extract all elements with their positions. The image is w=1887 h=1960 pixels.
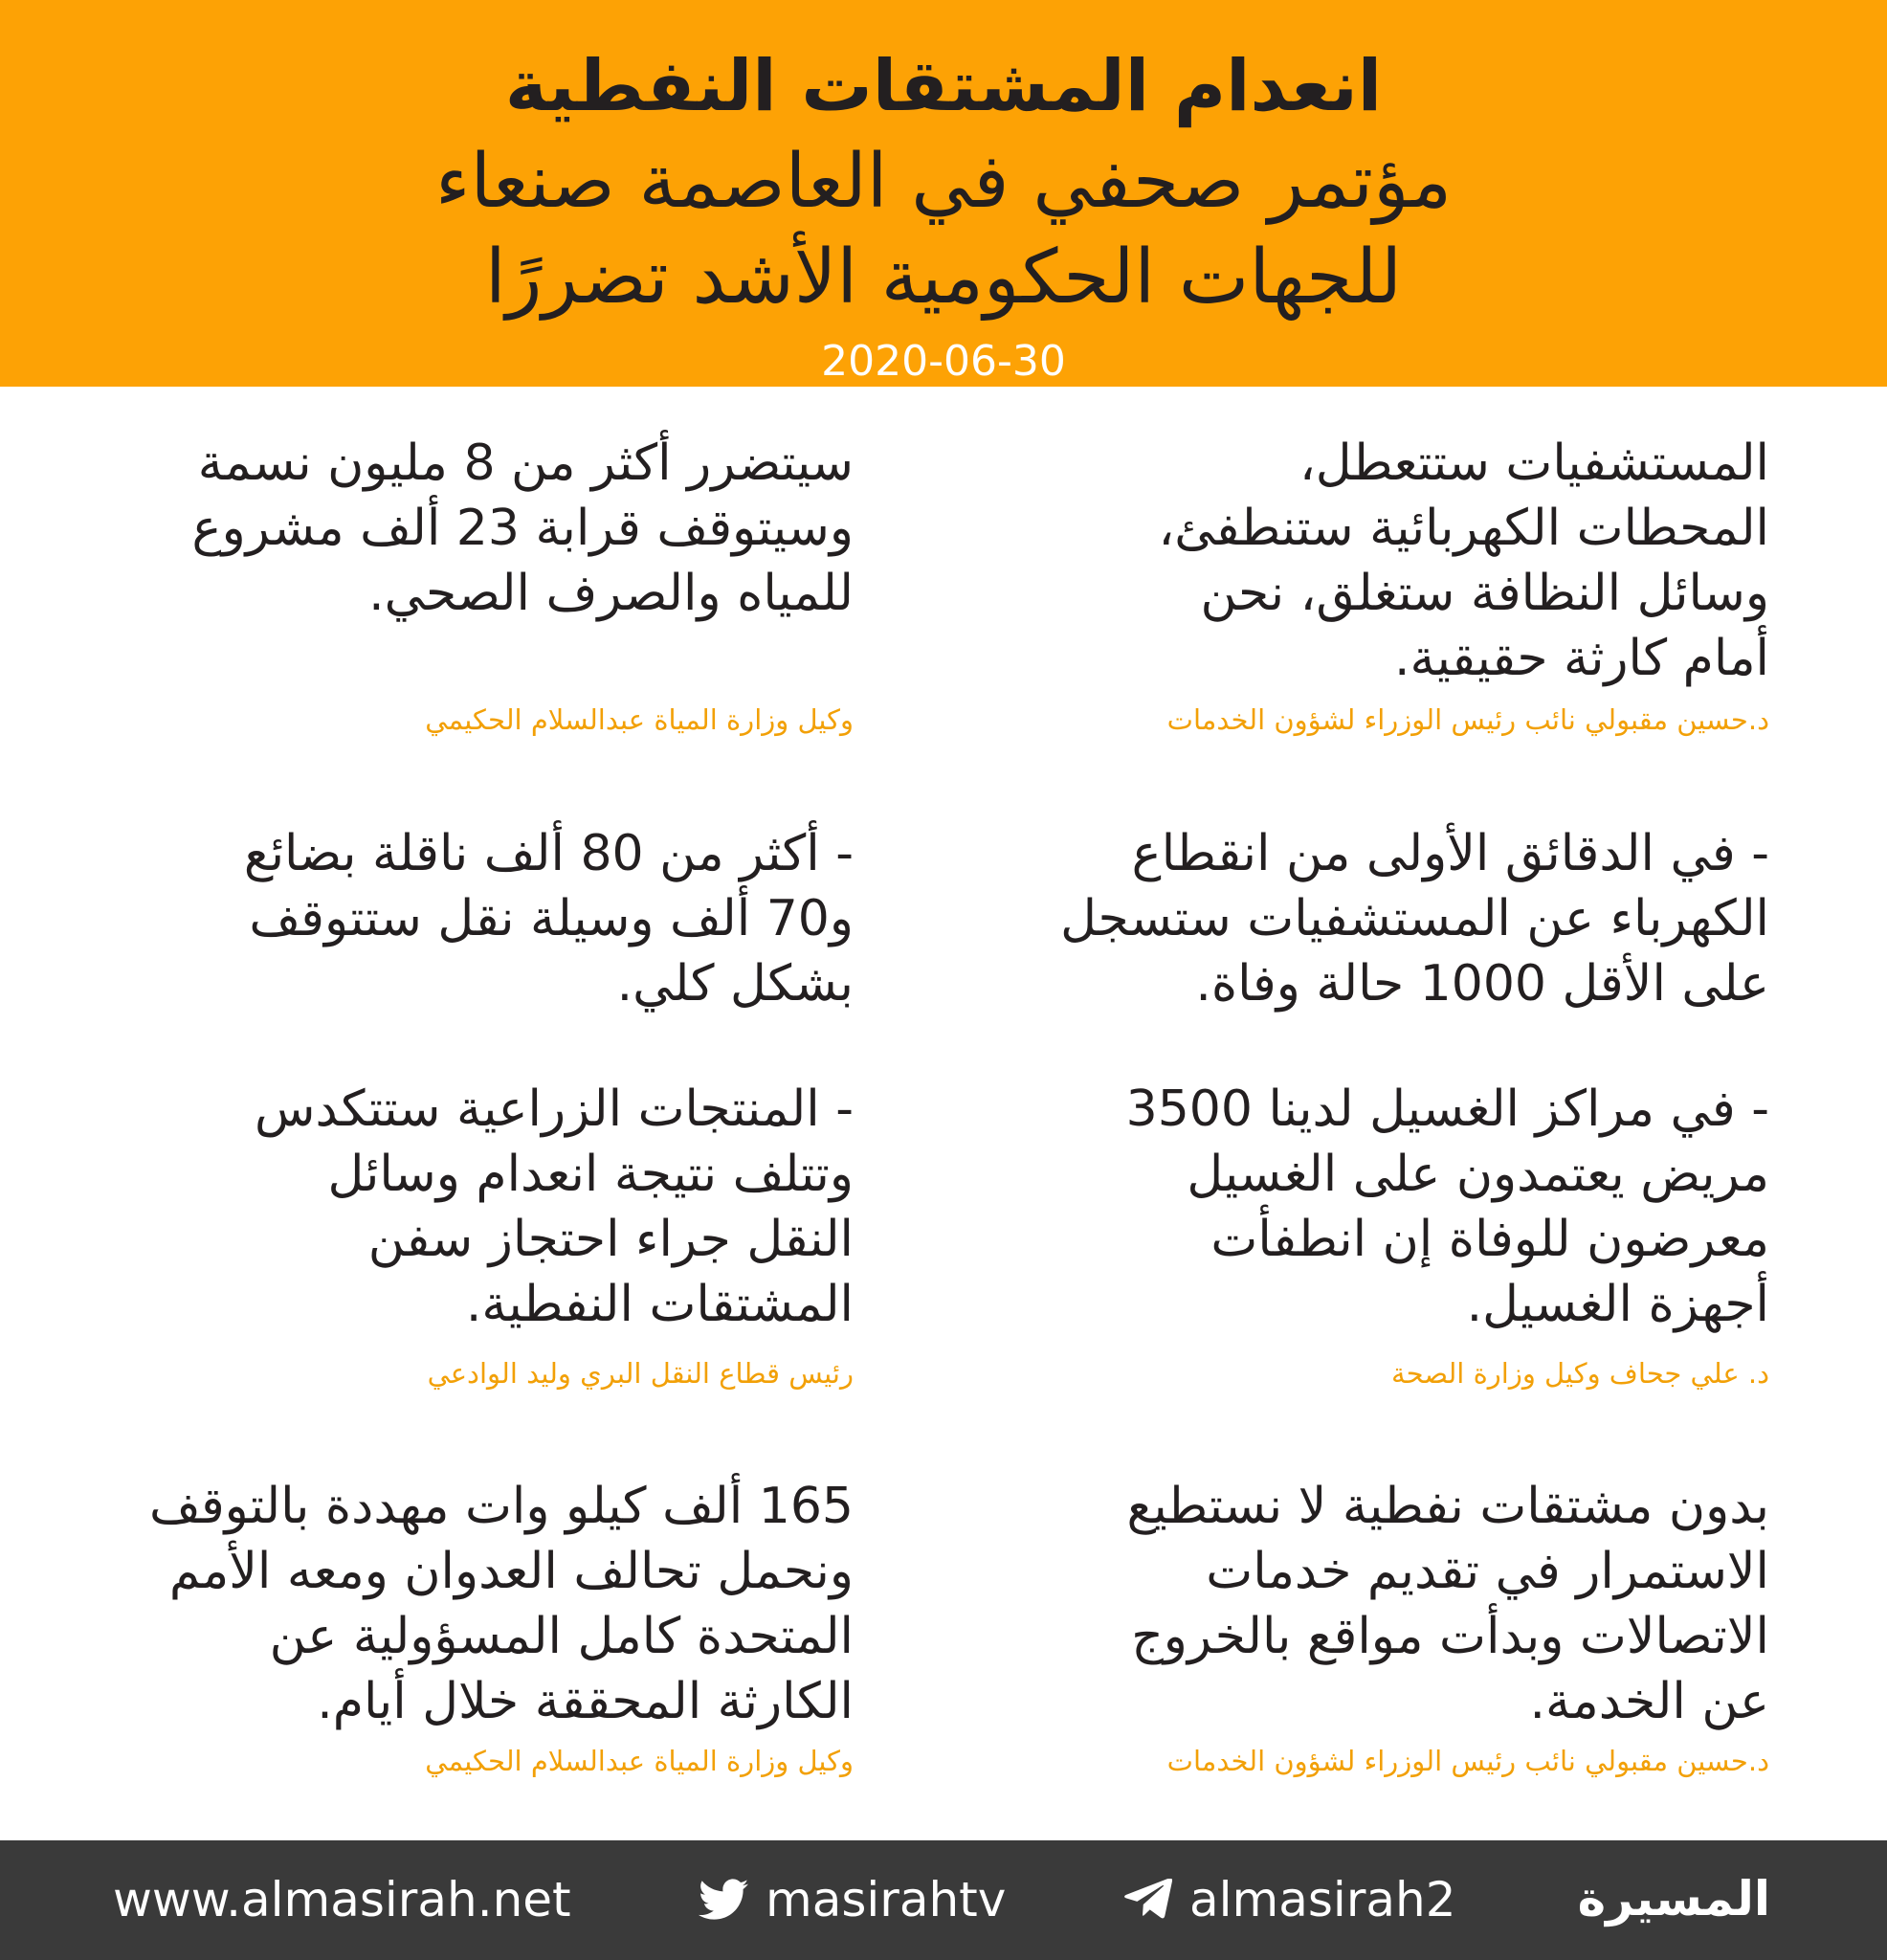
date-label: 2020-06-30 (821, 337, 1066, 386)
quote-block (88, 1077, 854, 1402)
main-title: انعدام المشتقات النفطية (504, 45, 1383, 127)
quote-block (88, 821, 854, 1032)
almasirah-logo: المسيرة (1577, 1871, 1770, 1927)
quote-source: وكيل وزارة المياة عبدالسلام الحكيمي (425, 703, 854, 736)
twitter-handle: masirahtv (766, 1872, 1007, 1927)
quote-source: وكيل وزارة المياة عبدالسلام الحكيمي (425, 1745, 854, 1777)
quote-text: - في الدقائق الأولى من انقطاع الكهرباء عن المستشفيات ستسجل على الأقل 1000 حالة وفاة. (1060, 825, 1769, 1013)
telegram-handle: almasirah2 (1189, 1872, 1456, 1927)
website-link[interactable] (113, 1871, 571, 1928)
quote-text: 165 ألف كيلو وات مهددة بالتوقف ونحمل تحالف العدوان ومعه الأمم المتحدة كامل المسؤولية عن الكارثة المحققة خلال أيام. (149, 1478, 854, 1730)
twitter-link[interactable] (699, 1871, 1006, 1928)
quote-text: بدون مشتقات نفطية لا نستطيع الاستمرار في تقديم خدمات الاتصالات وبدأت مواقع بالخروج عن الخدمة. (1126, 1478, 1769, 1730)
subtitle-line-2: للجهات الحكومية الأشد تضررًا (485, 234, 1402, 321)
quote-block (1042, 431, 1769, 756)
quote-text: سيتضرر أكثر من 8 مليون نسمة وسيتوقف قرابة 23 ألف مشروع للمياه والصرف الصحي. (191, 434, 854, 622)
quote-block (88, 431, 854, 756)
subtitle-line-1: مؤتمر صحفي في العاصمة صنعاء (434, 139, 1453, 225)
telegram-icon (1124, 1879, 1172, 1921)
quote-block (1042, 1077, 1769, 1402)
quote-text: - في مراكز الغسيل لدينا 3500 مريض يعتمدون على الغسيل معرضون للوفاة إن انطفأت أجهزة الغسيل. (1125, 1080, 1769, 1333)
quote-block (1042, 1474, 1769, 1799)
quote-source: د.حسين مقبولي نائب رئيس الوزراء لشؤون الخدمات (1166, 1745, 1769, 1777)
quote-block (1042, 821, 1769, 1032)
website-text: www.almasirah.net (113, 1872, 571, 1927)
quote-text: - المنتجات الزراعية ستتكدس وتتلف نتيجة انعدام وسائل النقل جراء احتجاز سفن المشتقات النفطية. (254, 1080, 854, 1333)
quote-block (88, 1474, 854, 1799)
quote-text: - أكثر من 80 ألف ناقلة بضائع و70 ألف وسيلة نقل ستتوقف بشكل كلي. (243, 825, 854, 1013)
header-banner (0, 0, 1887, 387)
quote-text: المستشفيات ستتعطل، المحطات الكهربائية ستنطفئ، وسائل النظافة ستغلق، نحن أمام كارثة حقيقية. (1158, 434, 1769, 687)
quote-source: رئيس قطاع النقل البري وليد الوادعي (427, 1357, 854, 1390)
twitter-icon (699, 1879, 748, 1921)
quote-source: د. علي جحاف وكيل وزارة الصحة (1391, 1357, 1769, 1390)
quote-source: د.حسين مقبولي نائب رئيس الوزراء لشؤون الخدمات (1166, 703, 1769, 736)
telegram-link[interactable] (1124, 1871, 1456, 1928)
footer-bar (0, 1840, 1887, 1960)
